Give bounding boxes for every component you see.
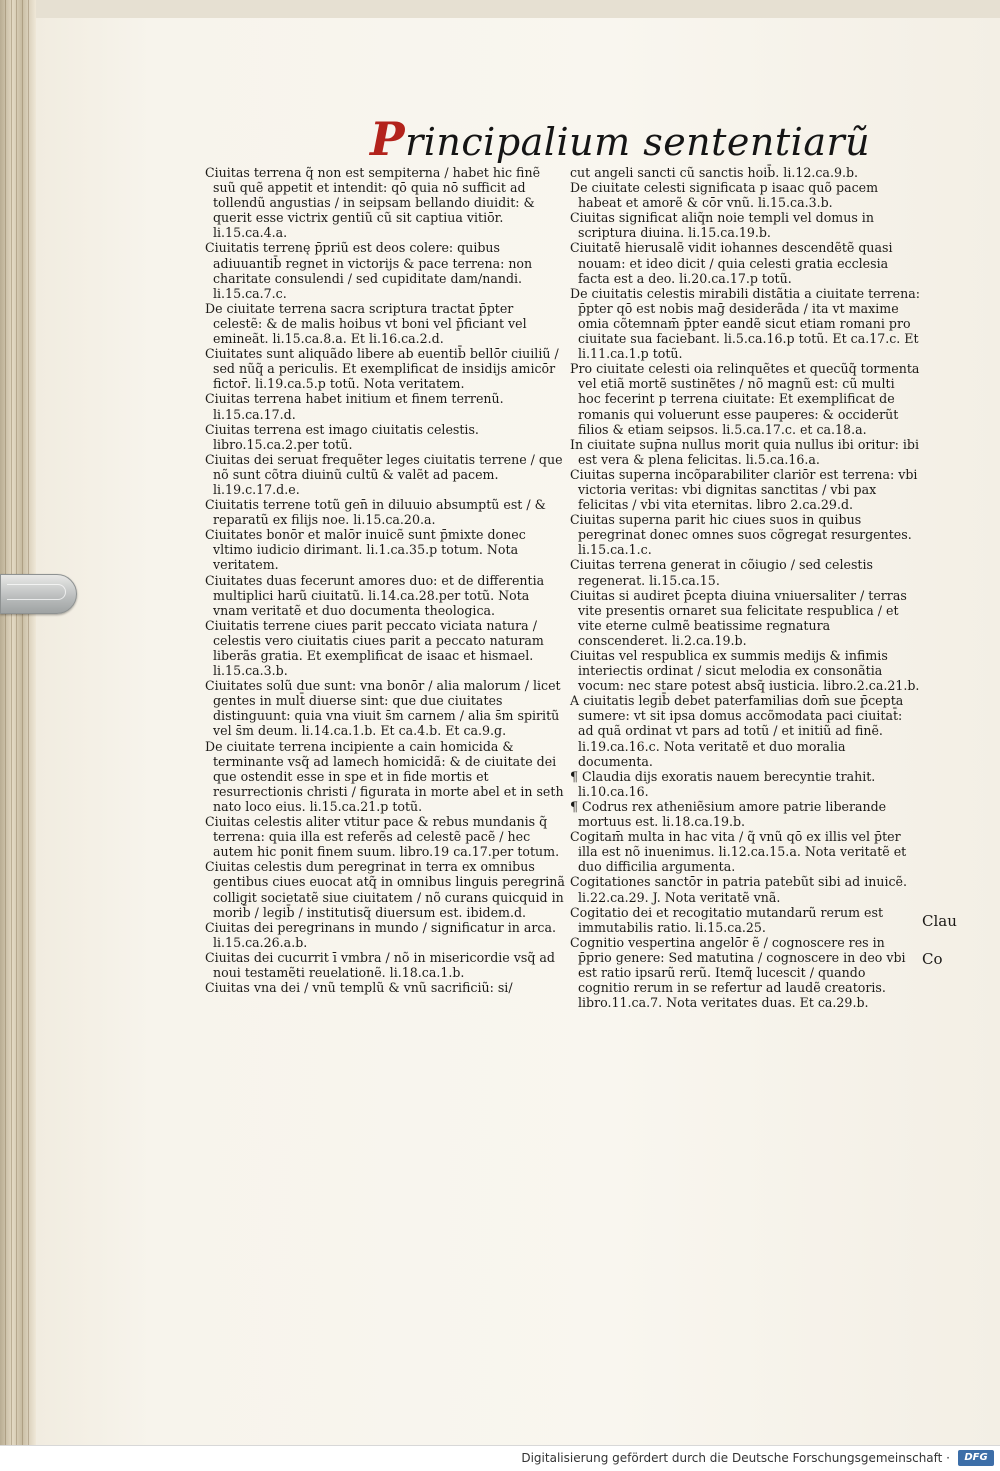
index-entry: Ciuitas terrena habet initium et finem terrenũ. li.15.ca.17.d. (205, 391, 504, 422)
index-entry: Ciuitas terrena est imago ciuitatis celestis. libro.15.ca.2.per totũ. (205, 421, 479, 452)
index-entry: De ciuitate celesti significata p isaac quõ pacem habeat et amorẽ & cōr vnũ. li.15.ca.3.b. (570, 180, 879, 211)
margin-note: Co (922, 950, 943, 968)
index-entry: Ciuitatis terrene ciues parit peccato viciata natura / celestis vero ciuitatis ciues parit a peccato naturam liberãs gratia. Et exemplificat de isaac et hismael. li.15.ca.3.b. (205, 617, 544, 679)
index-entry: Ciuitatis terrene totũ gen̄ in diluuio absumptũ est / & reparatũ ex filijs noe. li.15.ca.20.a. (205, 497, 546, 528)
index-entry: De ciuitate terrena incipiente a cain homicida & terminante vsq̃ ad lamech homicidã: & de ciuitate dei que ostendit esse in spe et in fide mortis et resurrectionis christi / figurata in morte abel et in seth nato loco eius. li.15.ca.21.p totũ. (205, 738, 564, 814)
index-entry: Ciuitas dei peregrinans in mundo / significatur in arca. li.15.ca.26.a.b. (205, 919, 556, 950)
left-text-column (205, 165, 565, 995)
index-entry: Ciuitates bonōr et malōr inuicẽ sunt p̄mixte donec vltimo iudicio dirimant. li.1.ca.35.p totum. Nota veritatem. (205, 527, 526, 573)
running-head (370, 112, 871, 166)
index-entry: Ciuitatis terrenę p̄priũ est deos colere: quibus adiuuantib̄ regnet in victorijs & pace terrena: non charitate consulendi / sed cupiditate dam/nandi. li.15.ca.7.c. (205, 240, 533, 301)
footer-bar (0, 1445, 1000, 1471)
index-entry: Ciuitas vna dei / vnũ templũ & vnũ sacrificiũ: si/ (205, 980, 513, 996)
index-entry: cut angeli sancti cũ sanctis hoib̄. li.12.ca.9.b. (570, 165, 859, 180)
index-entry: Cognitio vespertina angelōr ẽ / cognoscere res in p̄prio genere: Sed matutina / cognoscere in deo vbi est ratio ipsarũ rerũ. Itemq̃ lucescit / quando cognitio rerum in se refertur ad laudẽ creatoris. libro.11.ca.7. Nota veritates duas. Et ca.29.b. (570, 934, 906, 1011)
running-head-text: rincipalium sententiarũ (405, 120, 871, 164)
index-entry: De ciuitatis celestis mirabili distãtia a ciuitate terrena: p̄pter qō est nobis maḡ desiderãda / ita vt maxime omia cõtemnam̄ p̄pter eandẽ sicut etiam romani pro ciuitate sua faciebant. li.5.ca.16.p totũ. Et ca.17.c. Et li.11.ca.1.p totũ. (570, 285, 920, 362)
index-entry: Ciuitates sunt aliquãdo libere ab euentib̄ bellōr ciuiliũ / sed nũq̃ a periculis. Et exemplificat de insidijs amicōr fictor̄. li.19.ca.5.p totũ. Nota veritatem. (205, 346, 559, 392)
index-entry: Ciuitas dei cucurrit ī vmbra / nõ in misericordie vsq̃ ad noui testamẽti reuelationẽ. li.18.ca.1.b. (205, 949, 555, 980)
index-entry: A ciuitatis legib̄ debet paterfamilias dom̄ sue p̄cepta sumere: vt sit ipsa domus accõmodata paci ciuitat̄: ad quã ordinat vt pars ad totũ / et initiũ ad finẽ. li.19.ca.16.c. Nota veritatẽ et duo moralia documenta. (570, 693, 904, 769)
index-entry: Ciuitas celestis aliter vtitur pace & rebus mundanis q̃ terrena: quia illa est referẽs ad celestẽ pacẽ / hec autem hic ponit finem suum. libro.19 ca.17.per totum. (205, 814, 560, 860)
footer-credit: Digitalisierung gefördert durch die Deutsche Forschungsgemeinschaft · (521, 1451, 950, 1465)
index-entry: De ciuitate terrena sacra scriptura tractat p̄pter celestẽ: & de malis hoibus vt boni vel p̄ficiant vel emineãt. li.15.ca.8.a. Et li.16.ca.2.d. (205, 300, 527, 347)
index-entry: Ciuitas superna parit hic ciues suos in quibus peregrinat donec omnes suos cõgregat resurgentes. li.15.ca.1.c. (570, 512, 912, 558)
bookmark-ribbon (0, 574, 77, 614)
index-entry: Pro ciuitate celesti oia relinquẽtes et quecũq̃ tormenta vel etiã mortẽ sustinẽtes / nõ magnũ est: cũ multi hoc fecerint p terrena ciuitate: Et exemplificat de romanis qui voluerunt esse pauperes: & occiderũt filios & etiam seipsos. li.5.ca.17.c. et ca.18.a. (570, 361, 920, 437)
index-entry: Ciuitates duas fecerunt amores duo: et de differentia multiplici harũ ciuitatũ. li.14.ca.28.per totũ. Nota vnam veritatẽ et duo documenta theologica. (205, 572, 545, 618)
index-entry: Ciuitas dei seruat frequẽter leges ciuitatis terrene / que nõ sunt cõtra diuinũ cultũ & valẽt ad pacem. li.19.c.17.d.e. (205, 451, 563, 497)
index-entry: Ciuitas significat aliq̃n noie templi vel domus in scriptura diuina. li.15.ca.19.b. (570, 210, 874, 241)
index-entry: Ciuitas terrena generat in cõiugio / sed celestis regenerat. li.15.ca.15. (570, 557, 873, 588)
index-entry: ¶ Claudia dijs exoratis nauem berecyntie trahit. li.10.ca.16. (570, 768, 876, 799)
index-entry: Cogitationes sanctōr in patria patebũt sibi ad inuicẽ. li.22.ca.29. J. Nota veritatẽ vnã. (570, 874, 907, 905)
index-entry: Ciuitas si audiret p̄cepta diuina vniuersaliter / terras vite presentis ornaret sua felicitate respublica / et vite eterne culmẽ beatissime regnatura conscenderet. li.2.ca.19.b. (570, 587, 907, 648)
running-head-initial: P (370, 112, 406, 166)
index-entry: In ciuitate sup̄na nullus morit quia nullus ibi oritur: ibi est vera & plena felicitas. li.5.ca.16.a. (570, 436, 920, 467)
index-entry: Ciuitas celestis dum peregrinat in terra ex omnibus gentibus ciues euocat atq̃ in omnibus linguis peregrinã colligit societatẽ siue ciuitatem / nõ curans quicquid in morib̄ / legib̄ / institutisq̃ diuersum est. ibidem.d. (205, 859, 565, 920)
index-entry: Cogitatio dei et recogitatio mutandarũ rerum est immutabilis ratio. li.15.ca.25. (570, 904, 884, 935)
dfg-logo-icon: DFG (958, 1450, 994, 1466)
index-entry: Ciuitatẽ hierusalẽ vidit iohannes descendẽtẽ quasi nouam: et ideo dicit / quia celesti gratia ecclesia facta est a deo. li.20.ca.17.p totũ. (570, 240, 893, 286)
index-entry: Ciuitas superna incõparabiliter clariōr est terrena: vbi victoria veritas: vbi dignitas sanctitas / vbi pax felicitas / vbi vita eternitas. libro 2.ca.29.d. (570, 466, 918, 513)
index-entry: Ciuitas vel respublica ex summis medijs & infimis interiectis ordinat / sicut melodia ex consonãtia vocum: nec stare potest absq̃ iusticia. libro.2.ca.21.b. (570, 648, 920, 694)
index-entry: Ciuitas terrena q̃ non est sempiterna / habet hic finẽ suũ quẽ appetit et intendit: qō quia nō sufficit ad tollendũ angustias / in seipsam bellando diuidit: & querit esse victrix gentiũ cũ sit captiua vitiōr. li.15.ca.4.a. (205, 165, 541, 241)
margin-note: Clau (922, 912, 957, 930)
right-text-column (570, 165, 920, 1010)
index-entry: ¶ Codrus rex atheniẽsium amore patrie liberande mortuus est. li.18.ca.19.b. (570, 798, 887, 830)
page-edge-stack (0, 0, 36, 1445)
index-entry: Ciuitates solũ due sunt: vna bonōr / alia malorum / licet gentes in mult̄ diuerse sint: que due ciuitates distinguunt: quia vna viuit s̄m carnem / alia s̄m spiritũ vel s̄m deum. li.14.ca.1.b. Et ca.4.b. Et ca.9.g. (205, 678, 561, 739)
index-entry: Cogitam̄ multa in hac vita / q̃ vnũ qō ex illis vel p̄ter illa est nõ inuenimus. li.12.ca.15.a. Nota veritatẽ et duo difficilia argumenta. (570, 829, 907, 875)
